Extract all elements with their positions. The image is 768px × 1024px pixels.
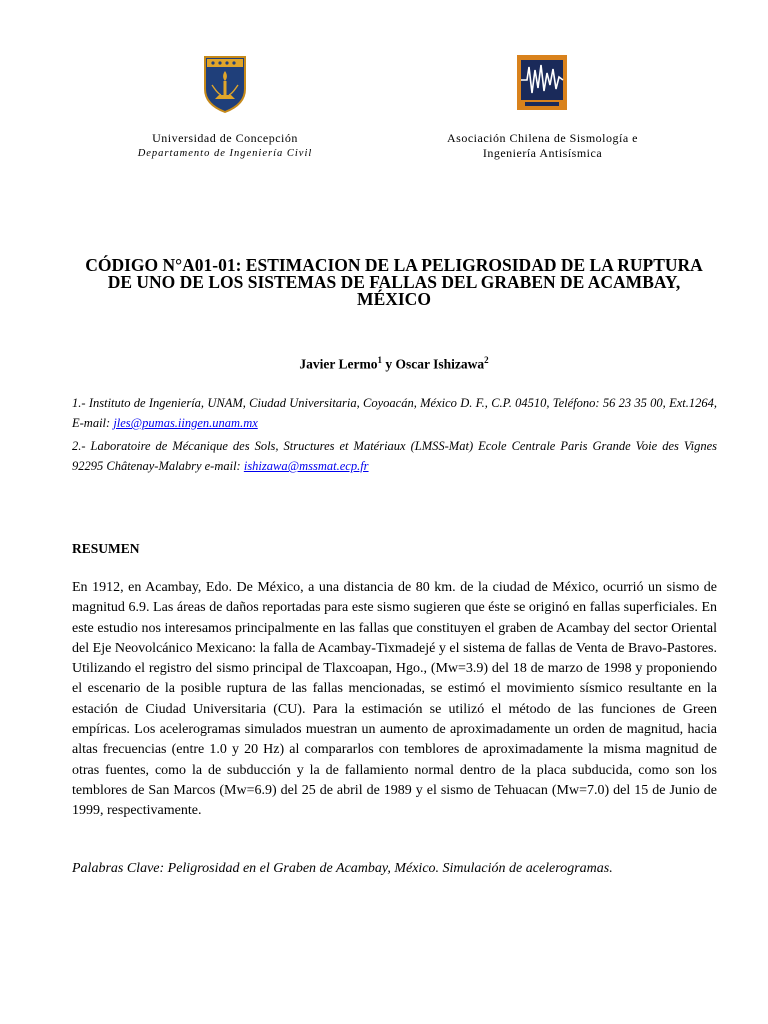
affiliation-1: [72, 393, 717, 433]
right-institution-block: [425, 131, 660, 161]
affiliation-2-text: 2.- Laboratoire de Mécanique des Sols, Structures et Matériaux (LMSS-Mat) Ecole Centrale Paris Grande Voie des Vignes 92295 Châtenay-Malabry e-mail:: [72, 439, 717, 473]
author-name: Oscar Ishizawa: [395, 356, 485, 372]
section-heading: RESUMEN: [72, 541, 140, 556]
email-link-2[interactable]: ishizawa@mssmat.ecp.fr: [243, 459, 369, 473]
university-name: Universidad de Concepción: [152, 131, 298, 145]
keywords: Palabras Clave: Peligrosidad en el Graben de Acambay, México. Simulación de acelerogramas.: [72, 861, 613, 876]
paper-title: [60, 257, 728, 308]
author-affiliation-marker: 1: [377, 355, 382, 365]
association-name-line2: Ingeniería Antisísmica: [482, 146, 603, 160]
title-line1: CÓDIGO N°A01-01: ESTIMACION DE LA PELIGROSIDAD DE LA RUPTURA: [85, 255, 703, 275]
university-crest-icon: [203, 55, 247, 113]
department-name: Departamento de Ingeniería Civil: [137, 148, 313, 159]
affiliation-1-text: 1.- Instituto de Ingeniería, UNAM, Ciudad Universitaria, Coyoacán, México D. F., C.P. 04510, Teléfono: 56 23 35 00, Ext.1264, E-mail:: [72, 396, 717, 430]
title-line3: MÉXICO: [357, 289, 431, 309]
author-affiliation-marker: 2: [484, 355, 489, 365]
author-conjunction: y: [381, 356, 396, 372]
email-link-1[interactable]: jles@pumas.iingen.unam.mx: [113, 416, 258, 430]
abstract-body: En 1912, en Acambay, Edo. De México, a una distancia de 80 km. de la ciudad de México, ocurrió un sismo de magnitud 6.9. Las áreas de daños reportadas para este sismo sugieren que éste se originó en fallas superficiales. En este estudio nos interesamos principalmente en las fallas que constituyen el graben de Acambay del sector Oriental del Eje Neovolcánico Mexicano: la falla de Acambay-Tixmadejé y el sistema de fallas de Venta de Bravo-Pastores. Utilizando el registro del sismo principal de Tlaxcoapan, Hgo., (Mw=3.9) del 18 de marzo de 1998 y proponiendo el escenario de la posible ruptura de las fallas mencionadas, se estimó el movimiento sísmico resultante en la estación de Ciudad Universitaria (CU). Para la estimación se utilizó el método de las funciones de Green empíricas. Los acelerogramas simulados muestran un aumento de aproximadamente un orden de magnitud, hacia altas frecuencias (entre 1.0 y 20 Hz) al compararlos con temblores de aproximadamente la misma magnitud de otras fuentes, como la de subducción y la de fallamiento normal dentro de la placa subducida, como son los temblores de San Marcos (Mw=6.9) del 25 de abril de 1989 y el sismo de Tehuacan (Mw=7.0) del 15 de Junio de 1999, respectivamente.: [72, 580, 717, 819]
seismogram-logo-icon: [517, 55, 567, 110]
author-name: Javier Lermo: [299, 356, 378, 372]
title-line2: DE UNO DE LOS SISTEMAS DE FALLAS DEL GRABEN DE ACAMBAY,: [107, 272, 681, 292]
affiliation-2: [72, 436, 717, 476]
association-name-line1: Asociación Chilena de Sismología e: [447, 131, 638, 145]
author-list: [60, 355, 728, 373]
left-institution-block: [120, 131, 330, 161]
